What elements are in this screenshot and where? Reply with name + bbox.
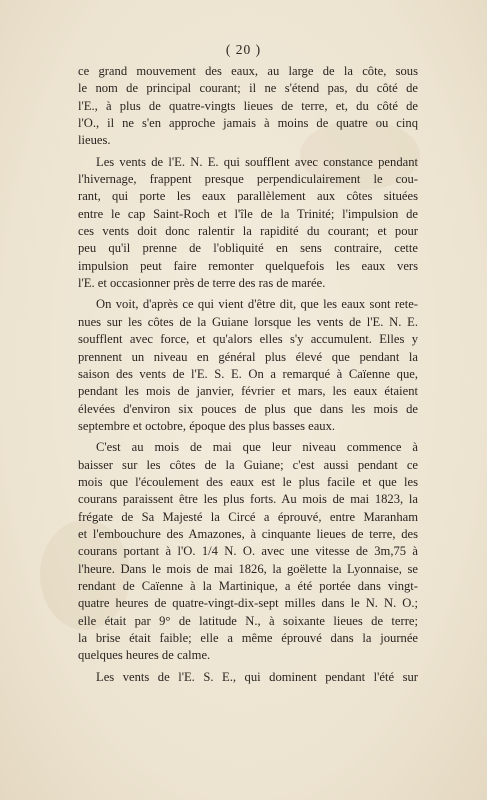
text-line: prennent un niveau en général plus élevé que pendant la (78, 349, 418, 364)
text-line: On voit, d'après ce qui vient d'être dit, que les eaux sont rete- (96, 297, 418, 312)
text-line: élevées d'environ six pouces de plus que dans les mois de (78, 401, 418, 416)
text-line: septembre et octobre, époque des plus basses eaux. (78, 418, 336, 433)
text-line: quatre heures de quatre-vingt-dix-sept milles dans le N. N. O.; (78, 596, 418, 611)
text-line: baisser sur les côtes de la Guiane; c'est aussi pendant ce (78, 457, 418, 472)
text-line: l'E. et occasionner près de terre des ras de marée. (78, 276, 326, 291)
text-line: frégate de Sa Majesté la Circé a éprouvé, entre Maranham (78, 509, 418, 524)
text-line: courans portant à l'O. 1/4 N. O. avec une vitesse de 3m,75 à (78, 544, 418, 559)
text-line: rant, qui porte les eaux parallèlement aux côtes situées (78, 189, 418, 204)
text-line: entre le cap Saint-Roch et l'île de la Trinité; l'impulsion de (78, 206, 418, 221)
text-line: pendant les mois de janvier, février et mars, les eaux étaient (78, 384, 418, 399)
body-text (78, 63, 418, 686)
text-line: Les vents de l'E. S. E., qui dominent pendant l'été sur (96, 669, 418, 684)
text-line: ce grand mouvement des eaux, au large de la côte, sous (78, 64, 418, 78)
text-line: l'hivernage, frappent presque perpendiculairement le cou- (78, 172, 418, 187)
text-line: l'heure. Dans le mois de mai 1826, la goëlette la Lyonnaise, se (78, 561, 418, 576)
text-line: saison des vents de l'E. S. E. On a remarqué à Caïenne que, (78, 366, 418, 381)
text-line: courans paraissent être les plus forts. Au mois de mai 1823, la (78, 492, 418, 507)
text-line: lieues. (78, 133, 111, 148)
page-number: ( 20 ) (225, 42, 262, 57)
text-line: mois que l'écoulement des eaux est le plus facile et que les (78, 474, 418, 489)
text-line: ces vents doit donc ralentir la rapidité du courant; et pour (78, 224, 418, 239)
text-line: la brise était faible; elle a même éprouvé dans la journée (78, 631, 418, 645)
text-line: nues sur les côtes de la Guiane lorsque les vents de l'E. N. E. (78, 314, 418, 329)
text-line: quelques heures de calme. (78, 648, 211, 663)
text-line: elle était par 9° de latitude N., à soixante lieues de terre; (78, 613, 418, 628)
text-line: l'E., à plus de quatre-vingts lieues de terre, et, du côté de (78, 98, 418, 113)
text-line: le nom de principal courant; il ne s'étend pas, du côté de (78, 81, 418, 96)
text-line: l'O., il ne s'en approche jamais à moins de quatre ou cinq (78, 116, 418, 131)
text-line: peu qu'il prenne de l'obliquité en sens contraire, cette (78, 241, 418, 256)
text-line: C'est au mois de mai que leur niveau commence à (96, 440, 418, 455)
text-line: et l'embouchure des Amazones, à cinquante lieues de terre, des (78, 526, 418, 541)
text-line: rendant de Caïenne à la Martinique, a été portée dans vingt- (78, 578, 418, 593)
text-line: impulsion peut faire remonter quelquefois les eaux vers (78, 258, 418, 273)
text-line: soufflent avec force, et qu'alors elles s'y accumulent. Elles y (78, 332, 418, 347)
text-line: Les vents de l'E. N. E. qui soufflent avec constance pendant (96, 154, 418, 169)
